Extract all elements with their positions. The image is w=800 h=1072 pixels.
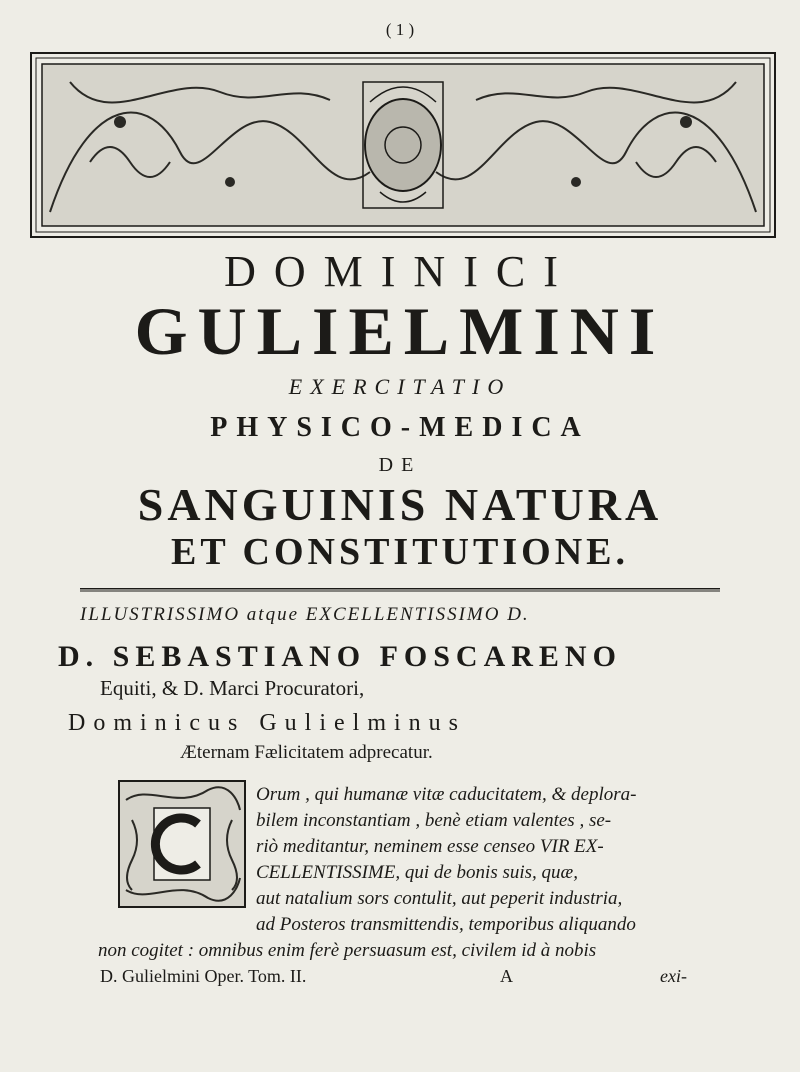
dedication-line-3: Equiti, & D. Marci Procuratori, <box>100 676 365 700</box>
body-line: CELLENTISSIME, qui de bonis suis, quæ, <box>256 862 578 883</box>
author-surname: GULIELMINI <box>134 293 666 369</box>
decorated-initial-c-icon <box>118 780 246 908</box>
body-line: aut natalium sors contulit, aut peperit industria, <box>256 888 623 909</box>
title-line-2: ET CONSTITUTIONE. <box>171 531 629 573</box>
dedication-line-2: D. SEBASTIANO FOSCARENO <box>58 640 622 673</box>
horizontal-rule <box>80 588 720 592</box>
signature-mark: A <box>500 966 513 986</box>
author-forename: DOMINICI <box>224 247 576 296</box>
title-line-1: SANGUINIS NATURA <box>137 479 663 530</box>
footer-signature: D. Gulielmini Oper. Tom. II. <box>100 966 307 986</box>
body-line: bilem inconstantiam , benè etiam valentes , se- <box>256 810 612 831</box>
subtitle-de: DE <box>378 454 422 476</box>
body-line: Orum , qui humanæ vitæ caducitatem, & deplora- <box>256 784 637 805</box>
subtitle-exercitatio: EXERCITATIO <box>288 374 512 399</box>
catchword: exi- <box>660 966 687 986</box>
dedication-line-4: Dominicus Gulielminus <box>68 710 466 736</box>
subtitle-physico-medica: PHYSICO-MEDICA <box>210 412 590 443</box>
body-line: non cogitet : omnibus enim ferè persuasum est, civilem id à nobis <box>98 940 597 961</box>
dedication-line-1: ILLUSTRISSIMO atque EXCELLENTISSIMO D. <box>80 604 530 625</box>
ornamental-headpiece-icon <box>30 52 776 238</box>
dedication-line-5: Æternam Fælicitatem adprecatur. <box>180 742 433 763</box>
body-line: riò meditantur, neminem esse censeo VIR EX- <box>256 836 604 857</box>
body-line: ad Posteros transmittendis, temporibus aliquando <box>256 914 636 935</box>
page-number: ( 1 ) <box>385 20 415 39</box>
